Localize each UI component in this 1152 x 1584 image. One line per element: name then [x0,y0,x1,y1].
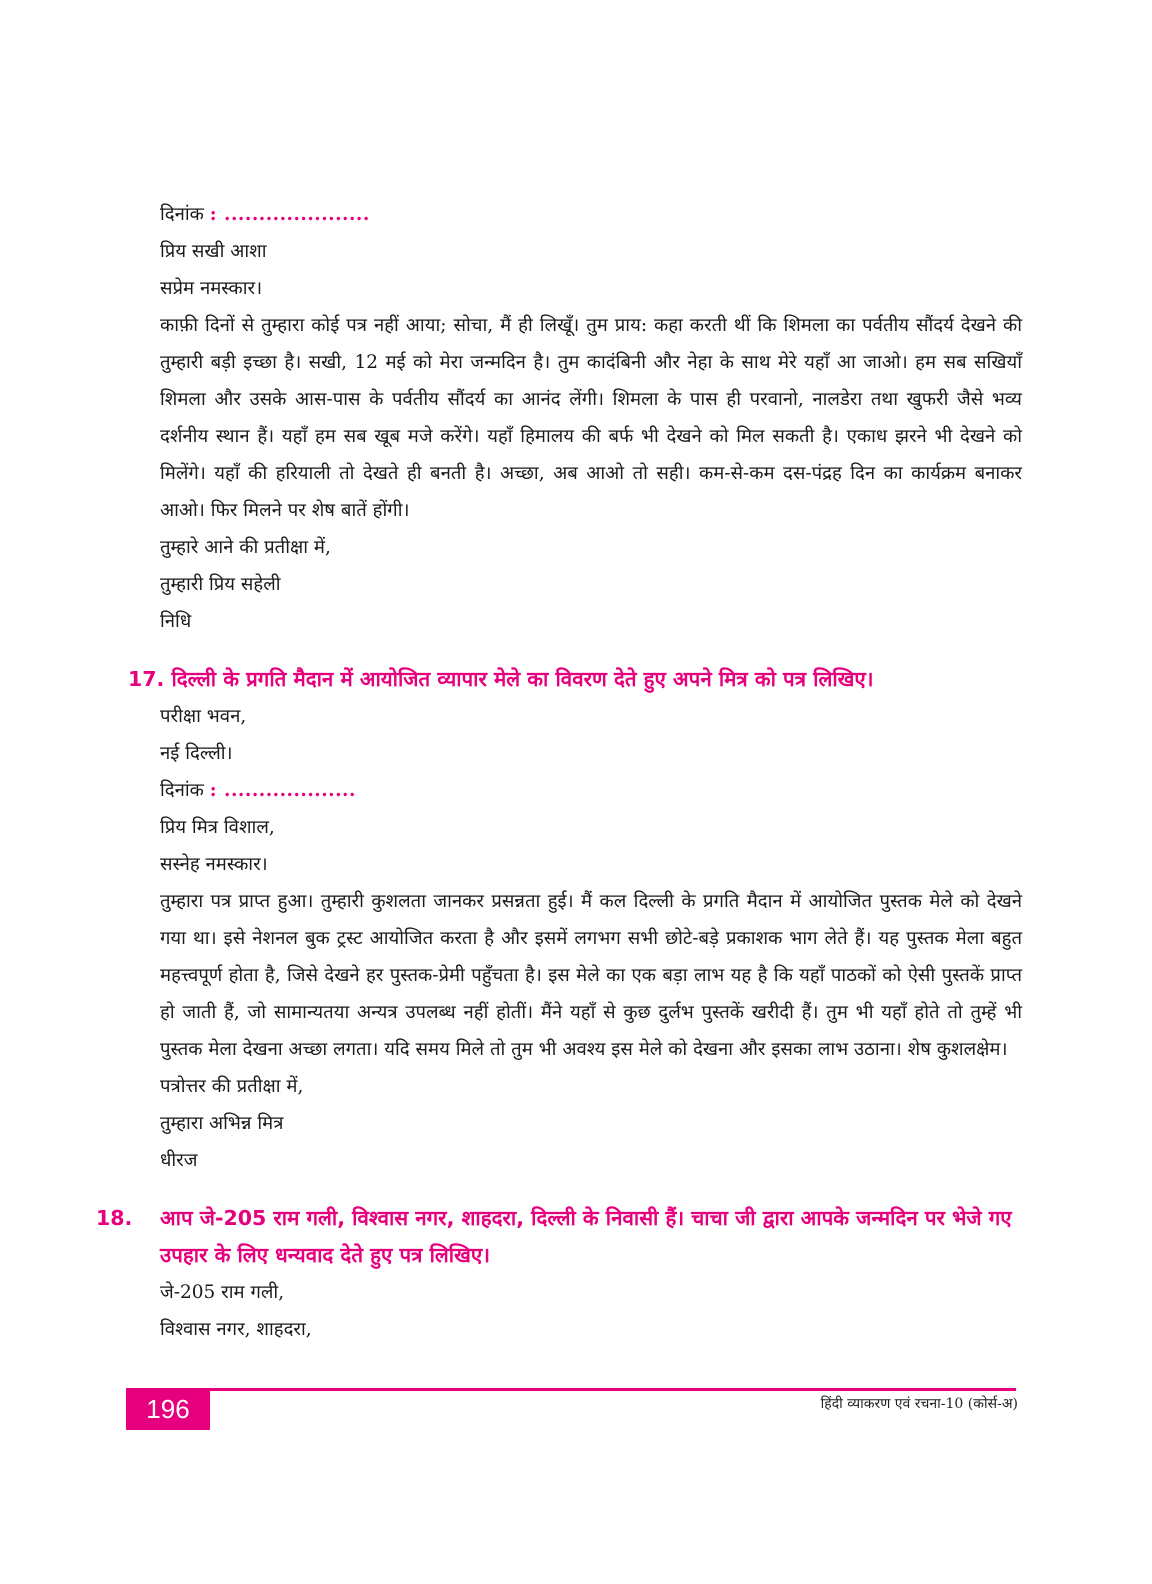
date-blank: : ................... [209,780,356,801]
question-17-number: 17. [128,667,165,691]
footer-rule [128,1388,1016,1391]
letter17-address-line2: नई दिल्ली। [160,743,233,764]
question-17-text: दिल्ली के प्रगति मैदान में आयोजित व्यापार मेले का विवरण देते हुए अपने मित्र को पत्र लिखिए। [171,667,874,691]
question-18-number: 18. [96,1206,133,1230]
question-18-text: आप जे-205 राम गली, विश्वास नगर, शाहदरा, दिल्ली के निवासी हैं। चाचा जी द्वारा आपके जन्मदिन पर भेजे गए उपहार के लिए धन्यवाद देते हुए पत्र लिखिए। [160,1206,1012,1267]
date-label: दिनांक [160,780,204,801]
letter17-signoff: तुम्हारा अभिन्न मित्र [160,1113,284,1134]
book-title: हिंदी व्याकरण एवं रचना-10 (कोर्स-अ) [820,1396,1018,1412]
letter17-address-line1: परीक्षा भवन, [160,706,247,727]
letter16-date [160,196,1022,233]
letter17-body: तुम्हारा पत्र प्राप्त हुआ। तुम्हारी कुशलता जानकर प्रसन्नता हुई। मैं कल दिल्ली के प्रगति मैदान में आयोजित पुस्तक मेले को देखने गया था। इसे नेशनल बुक ट्रस्ट आयोजित करता है और इसमें लगभग सभी छोटे-बड़े प्रकाशक भाग लेते हैं। यह पुस्तक मेला बहुत महत्त्वपूर्ण होता है, जिसे देखने हर पुस्तक-प्रेमी पहुँचता है। इस मेले का एक बड़ा लाभ यह है कि यहाँ पाठकों को ऐसी पुस्तकें प्राप्त हो जाती हैं, जो सामान्यतया अन्यत्र उपलब्ध नहीं होतीं। मैंने यहाँ से कुछ दुर्लभ पुस्तकें खरीदी हैं। तुम भी यहाँ होते तो तुम्हें भी पुस्तक मेला देखना अच्छा लगता। यदि समय मिले तो तुम भी अवश्य इस मेले को देखना और इसका लाभ उठाना। शेष कुशलक्षेम। [160,891,1022,1060]
question-17 [128,661,1022,698]
letter16-body: काफ़ी दिनों से तुम्हारा कोई पत्र नहीं आया; सोचा, मैं ही लिखूँ। तुम प्राय: कहा करती थीं कि शिमला का पर्वतीय सौंदर्य देखने की तुम्हारी बड़ी इच्छा है। सखी, 12 मई को मेरा जन्मदिन है। तुम कादंबिनी और नेहा के साथ मेरे यहाँ आ जाओ। हम सब सखियाँ शिमला और उसके आस-पास के पर्वतीय सौंदर्य का आनंद लेंगी। शिमला के पास ही परवानो, नालडेरा तथा खुफरी जैसे भव्य दर्शनीय स्थान हैं। यहाँ हम सब खूब मजे करेंगे। यहाँ हिमालय की बर्फ भी देखने को मिल सकती है। एकाध झरने भी देखने को मिलेंगे। यहाँ की हरियाली तो देखते ही बनती है। अच्छा, अब आओ तो सही। कम-से-कम दस-पंद्रह दिन का कार्यक्रम बनाकर आओ। फिर मिलने पर शेष बातें होंगी। [160,315,1022,521]
date-blank: : ..................... [209,204,370,225]
question-18 [96,1200,1022,1274]
letter17-name: धीरज [160,1150,198,1171]
letter16-salutation: प्रिय सखी आशा [160,241,267,262]
page-content [96,196,1022,1348]
letter18-address-line1: जे-205 राम गली, [160,1282,285,1303]
date-label: दिनांक [160,204,204,225]
letter16-name: निधि [160,611,192,632]
letter17-date [160,772,1022,809]
letter17-greeting: सस्नेह नमस्कार। [160,854,268,875]
letter17-salutation: प्रिय मित्र विशाल, [160,817,275,838]
page-number: 196 [126,1388,210,1430]
letter17-closing: पत्रोत्तर की प्रतीक्षा में, [160,1076,304,1097]
letter16-signoff: तुम्हारी प्रिय सहेली [160,574,281,595]
letter18-address-line2: विश्वास नगर, शाहदरा, [160,1319,312,1340]
letter16-greeting: सप्रेम नमस्कार। [160,278,263,299]
letter16-closing: तुम्हारे आने की प्रतीक्षा में, [160,537,331,558]
